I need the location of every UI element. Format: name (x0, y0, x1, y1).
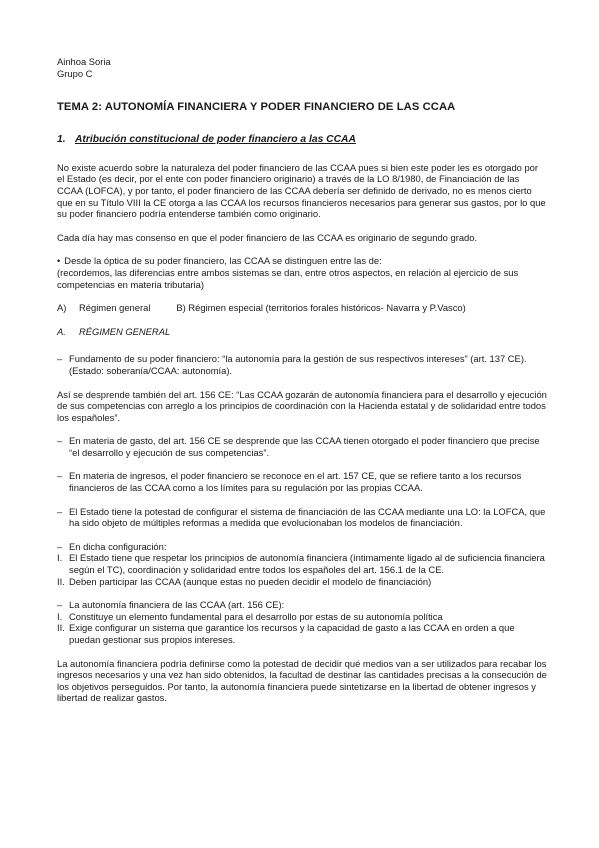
paragraph-closing: La autonomía financiera podría definirse como la potestad de decidir qué medios van a ser utilizados para recabar los ingresos necesarios y una vez han sido obtenidos, la facultad de destinar las cantidades precisas a la consecución de los objetivos perseguidos. Por tanto, la autonomía financiera puede sintetizarse en la libertad de obtener ingresos y libertad de realizar gastos. (57, 657, 547, 704)
item-ingresos: – En materia de ingresos, el poder financiero se reconoce en el art. 157 CE, que se refiere tanto a los recursos financieros de las CCAA como a los límites para su regulación por las propias CCAA. (57, 470, 547, 493)
regime-options (57, 302, 547, 314)
paragraph-consenso: Cada día hay mas consenso en que el poder financiero de las CCAA es originario de segundo grado. (57, 231, 478, 243)
item-fundamento: – Fundamento de su poder financiero: “la autonomía para la gestión de sus respectivos intereses” (art. 137 CE). (Estado: soberanía/CCAA: autonomía). (57, 353, 547, 376)
config-item-i (57, 552, 547, 575)
option-a-text: Régimen general (79, 302, 151, 314)
option-a-letter: A) (57, 302, 67, 314)
autonomia-item-i (57, 611, 547, 623)
subsection-heading (57, 326, 547, 338)
autonomia-item-i-text: Constituye un elemento fundamental para el desarrollo por estas de su autonomía política (69, 610, 443, 622)
item-autonomia: – La autonomía financiera de las CCAA (art. 156 CE): (57, 599, 547, 611)
item-gasto: – En materia de gasto, del art. 156 CE se desprende que las CCAA tienen otorgado el poder financiero que precise “el desarrollo y ejecución de sus competencias”. (57, 435, 547, 458)
bullet-optica: • Desde la óptica de su poder financiero, las CCAA se distinguen entre las de: (57, 255, 547, 267)
config-item-ii (57, 576, 547, 588)
option-b-text: B) Régimen especial (territorios forales históricos- Navarra y P.Vasco) (176, 302, 466, 314)
config-item-ii-text: Deben participar las CCAA (aunque estas no pueden decidir el modelo de financiación) (69, 575, 432, 587)
document-title: TEMA 2: AUTONOMÍA FINANCIERA Y PODER FINANCIERO DE LAS CCAA (57, 101, 456, 114)
autonomia-item-ii-number: II. (57, 622, 65, 634)
autonomia-item-ii-text: Exige configurar un sistema que garantice los recursos y la capacidad de gasto a las CCAA en orden a que puedan gestionar sus propios intereses. (69, 622, 515, 645)
document-page (57, 56, 547, 704)
autonomia-item-ii (57, 622, 547, 645)
subsection-letter: A. (57, 325, 66, 337)
section-title: Atribución constitucional de poder financiero a las CCAA (75, 134, 356, 146)
group-name: Grupo C (57, 67, 93, 79)
author-name: Ainhoa Soria (57, 56, 111, 67)
paragraph-art156: Así se desprende también del art. 156 CE: “Las CCAA gozarán de autonomía financiera para el desarrollo y ejecución de sus competencias con arreglo a los principios de coordinación con la Hacienda estatal y de solidaridad entre todos los españoles”. (57, 388, 547, 423)
autonomia-item-i-number: I. (57, 610, 63, 622)
config-item-i-text: El Estado tiene que respetar los principios de autonomía financiera (íntimamente ligado al de suficiencia financiera según el TC), coordinación y solidaridad entre todos los españoles del art. 156.1 de la CE. (69, 552, 545, 576)
paragraph-naturaleza: No existe acuerdo sobre la naturaleza del poder financiero de las CCAA pues si bien este poder les es otorgado por el Estado (es decir, por el ente con poder financiero originario) a través de la LO 8/1980, de Financiación de las CCAA (LOFCA), y por tanto, el poder financiero de las CCAA debería ser definido de derivado, no es menos cierto que en su Título VIII la CE otorga a las CCAA los recursos financieros necesarios para generar sus gastos, por lo que su poder financiero podría entenderse también como originario. (57, 161, 546, 220)
config-item-ii-number: II. (57, 575, 65, 587)
item-configuracion: – En dicha configuración: (57, 541, 547, 553)
paragraph-recordemos: (recordemos, las diferencias entre ambos sistemas se dan, entre otros aspectos, en relación al ejercicio de sus competencias en materia tributaria) (57, 266, 519, 290)
item-estado: – El Estado tiene la potestad de configurar el sistema de financiación de las CCAA mediante una LO: la LOFCA, que ha sido objeto de múltiples reformas a medida que evolucionaban los modelos de financiación. (57, 506, 547, 529)
config-item-i-number: I. (57, 552, 63, 564)
section-number: 1. (57, 134, 66, 146)
subsection-title: RÉGIMEN GENERAL (79, 325, 171, 337)
section-heading (57, 134, 547, 146)
